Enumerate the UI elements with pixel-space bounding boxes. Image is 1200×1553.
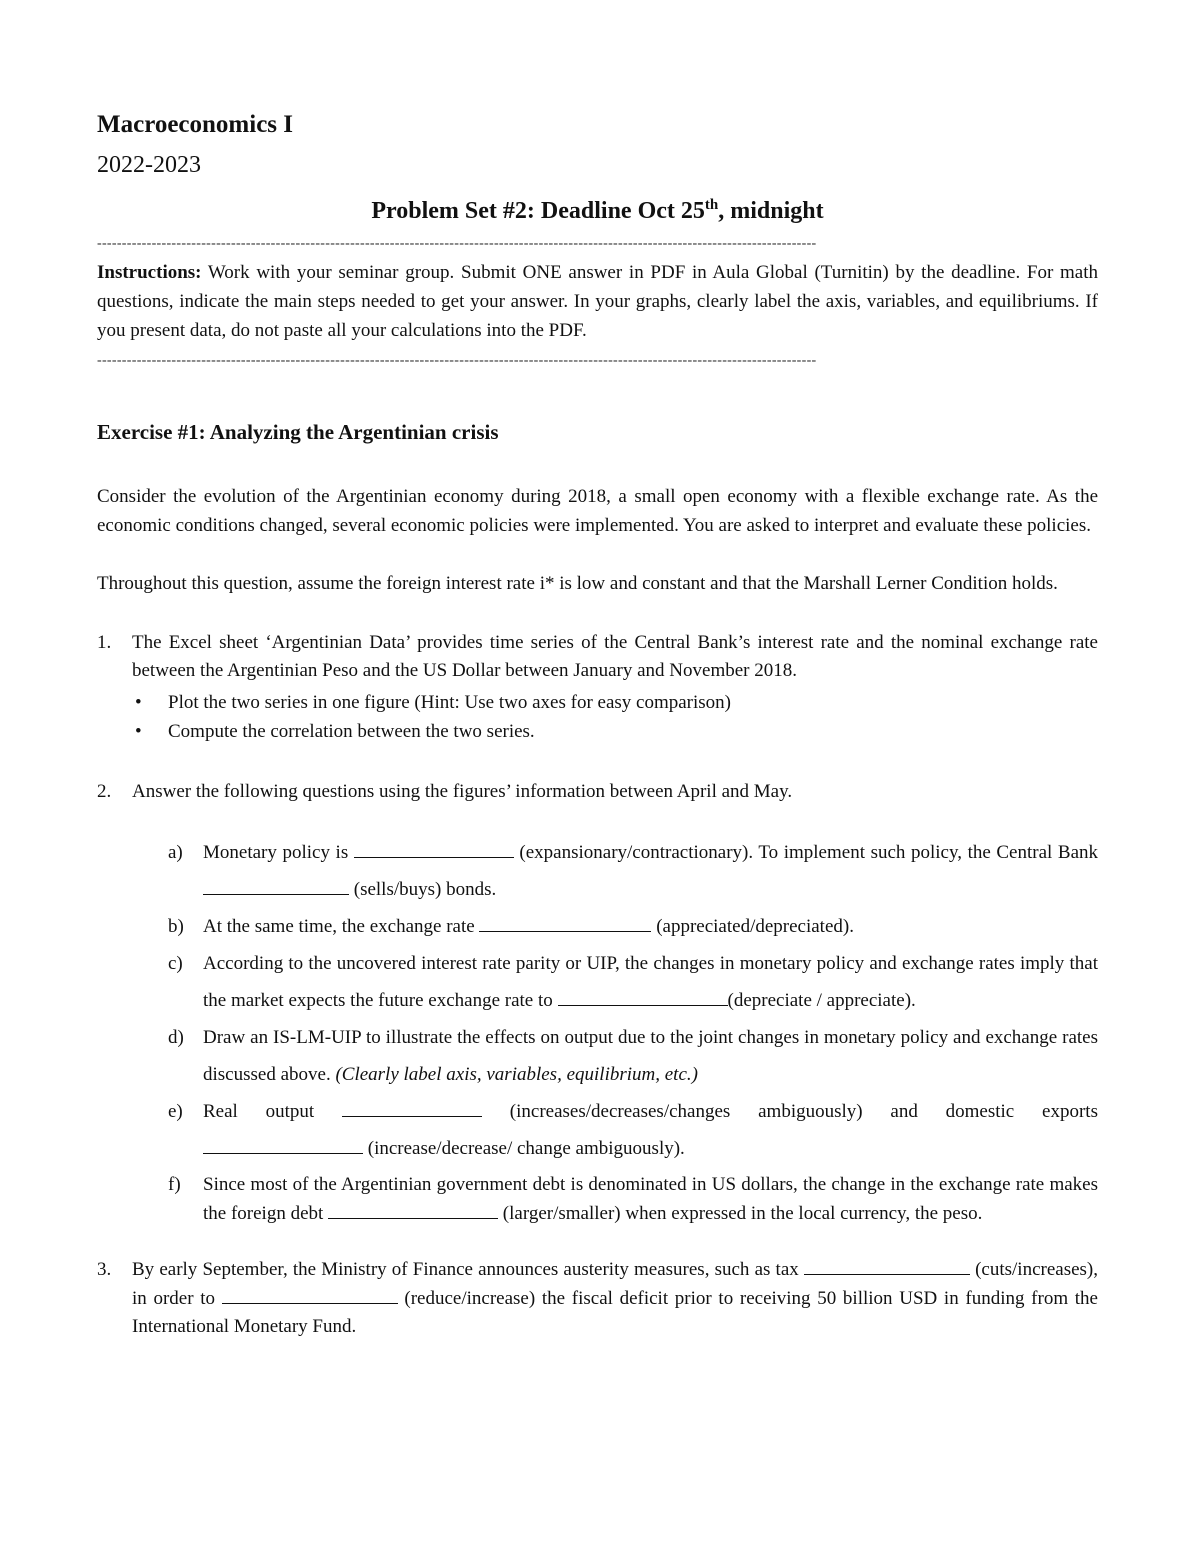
subpart-text: (increase/decrease/ change ambiguously). (363, 1138, 685, 1159)
subpart-text: (expansionary/contractionary). To implement such policy, the Central Bank (513, 842, 1099, 863)
problem-set-title-main: Problem Set #2: Deadline Oct 25 (371, 198, 705, 224)
question-text: Answer the following questions using the figures’ information between April and May. (132, 780, 793, 802)
answer-blank[interactable] (354, 839, 514, 858)
subpart-letter: c) (168, 953, 183, 974)
subpart-e (97, 1093, 1098, 1167)
problem-set-title (97, 194, 1098, 228)
subpart-c (97, 945, 1098, 1019)
subpart-text: (larger/smaller) when expressed in the local currency, the peso. (498, 1202, 983, 1224)
instructions-label: Instructions: (97, 262, 202, 283)
course-title: Macroeconomics I (97, 111, 294, 138)
subpart-a (97, 834, 1098, 908)
problem-set-title-superscript: th (704, 197, 719, 213)
subpart-text: Monetary policy is (203, 842, 354, 863)
answer-blank[interactable] (804, 1256, 970, 1275)
dashed-divider-bottom: ------------------------------------------------------------------------------------------------------------------------------------------------- (97, 353, 817, 368)
subpart-letter: d) (168, 1027, 184, 1048)
subpart-text: Real output (203, 1101, 342, 1122)
question-2 (97, 778, 1098, 807)
dashed-divider-top: ------------------------------------------------------------------------------------------------------------------------------------------------- (97, 236, 817, 251)
subpart-f (97, 1171, 1098, 1228)
question-text: By early September, the Ministry of Finance announces austerity measures, such as tax (132, 1259, 804, 1280)
bullet-item (97, 717, 1098, 746)
answer-blank[interactable] (328, 1200, 498, 1219)
bullet-text: Plot the two series in one figure (Hint: Use two axes for easy comparison) (168, 691, 732, 713)
bullet-icon: • (135, 691, 142, 713)
subpart-letter: a) (168, 842, 183, 863)
subpart-text: (increases/decreases/changes ambiguously) and domestic exports (482, 1101, 1098, 1122)
subpart-text: At the same time, the exchange rate (203, 916, 480, 937)
question-1-bullets (97, 688, 1098, 746)
instructions-text: Work with your seminar group. Submit ONE answer in PDF in Aula Global (Turnitin) by the deadline. For math questions, indicate the main steps needed to get your answer. In your graphs, clearly label the axis, variables, and equilibriums. If you present data, do not paste all your calculations into the PDF. (97, 262, 1098, 341)
subpart-italic-note: (Clearly label axis, variables, equilibrium, etc.) (335, 1064, 698, 1085)
question-2-subparts (97, 834, 1098, 1228)
subpart-text: Since most of the Argentinian government debt is denominated in US dollars, the change in the exchange rate makes the foreign debt (203, 1174, 1098, 1224)
question-text: The Excel sheet ‘Argentinian Data’ provides time series of the Central Bank’s interest rate and the nominal exchange rate between the Argentinian Peso and the US Dollar between January and November 2018. (132, 631, 1098, 681)
subpart-d (97, 1019, 1098, 1093)
subpart-text: (sells/buys) bonds. (349, 879, 497, 900)
bullet-item (97, 688, 1098, 717)
exercise-intro-paragraph: Consider the evolution of the Argentinian economy during 2018, a small open economy with a flexible exchange rate. As the economic conditions changed, several economic policies were implemented. You are asked to interpret and evaluate these policies. (97, 486, 1098, 536)
question-text: (cuts/increases), in order to (132, 1259, 1098, 1309)
academic-year: 2022-2023 (97, 152, 201, 178)
subpart-text: (appreciated/depreciated). (651, 916, 854, 937)
subpart-text: Draw an IS-LM-UIP to illustrate the effects on output due to the joint changes in monetary policy and exchange rates discussed above. (203, 1027, 1098, 1085)
question-number: 1. (97, 631, 112, 653)
answer-blank[interactable] (342, 1098, 482, 1117)
subpart-b (97, 908, 1098, 945)
exercise-assumption-paragraph: Throughout this question, assume the foreign interest rate i* is low and constant and that the Marshall Lerner Condition holds. (97, 573, 1058, 594)
answer-blank[interactable] (479, 913, 651, 932)
subpart-text: (depreciate / appreciate). (727, 990, 916, 1011)
answer-blank[interactable] (203, 876, 349, 895)
subpart-letter: f) (168, 1174, 181, 1195)
subpart-letter: e) (168, 1101, 183, 1122)
question-3 (97, 1256, 1098, 1342)
bullet-icon: • (135, 720, 142, 742)
question-text: (reduce/increase) the fiscal deficit prior to receiving 50 billion USD in funding from the International Monetary Fund. (132, 1287, 1098, 1337)
question-number: 2. (97, 780, 112, 802)
question-number: 3. (97, 1259, 112, 1280)
problem-set-title-end: , midnight (718, 198, 824, 224)
instructions (97, 258, 1098, 345)
exercise-title: Exercise #1: Analyzing the Argentinian crisis (97, 420, 499, 444)
subpart-letter: b) (168, 916, 184, 937)
subpart-text: According to the uncovered interest rate parity or UIP, the changes in monetary policy and exchange rates imply that the market expects the future exchange rate to (203, 953, 1098, 1011)
bullet-text: Compute the correlation between the two series. (168, 720, 535, 742)
document-page (97, 108, 1098, 1342)
answer-blank[interactable] (558, 987, 728, 1006)
question-1 (97, 629, 1098, 686)
answer-blank[interactable] (222, 1285, 398, 1304)
answer-blank[interactable] (203, 1135, 363, 1154)
